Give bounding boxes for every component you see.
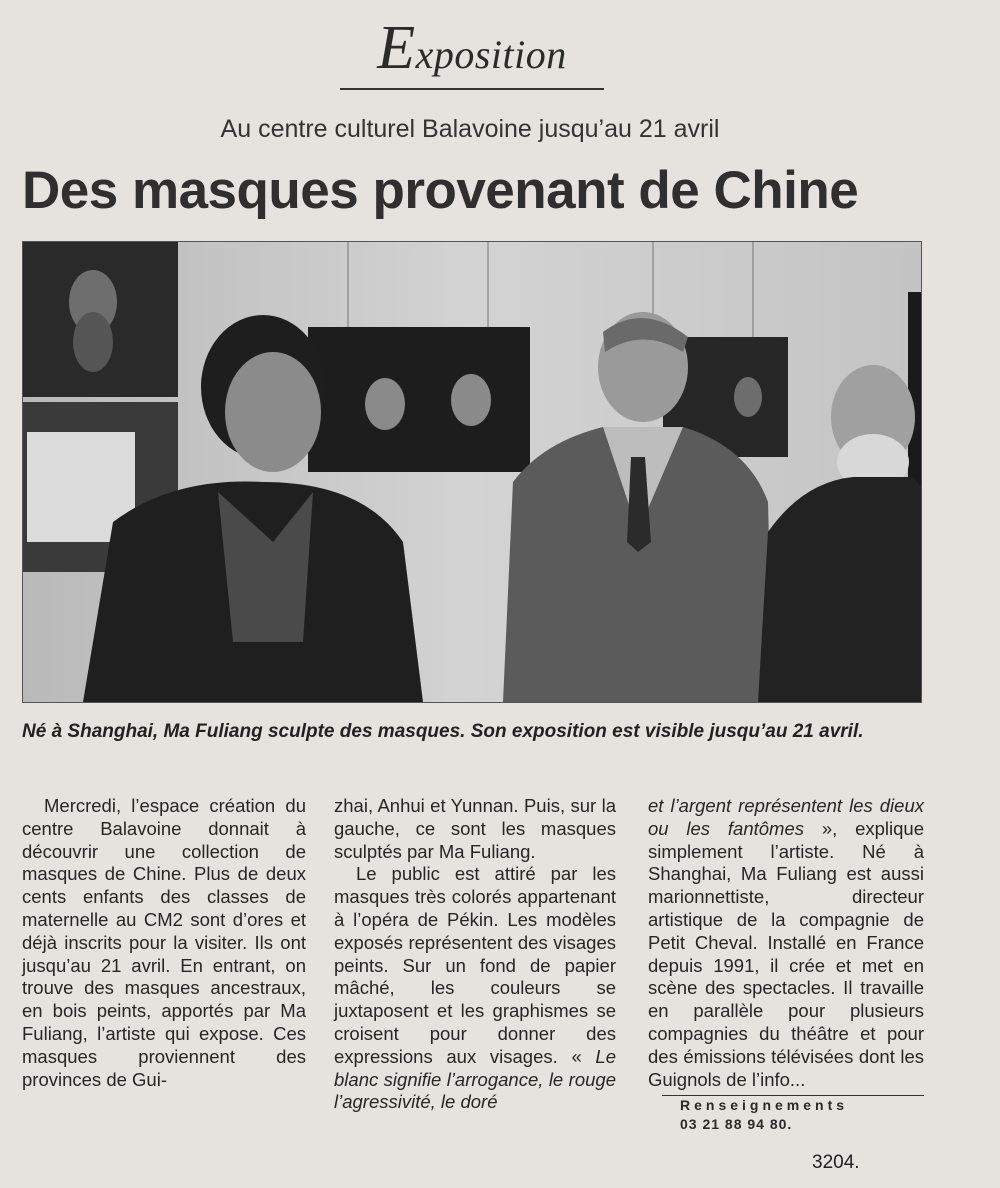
article-photo [22,241,922,703]
paragraph-text: Le public est attiré par les masques très colorés appartenant à l’opéra de Pékin. Les modèles exposés représentent des visages peints. Sur un fond de papier mâché, les couleurs se juxtaposent et les graphismes se croisent pour donner des expressions aux visages. « [334,863,616,1067]
section-title: Exposition [377,14,567,82]
kicker: Au centre culturel Balavoine jusqu’au 21 avril [220,115,720,143]
paragraph [334,863,616,1114]
quote-text: et l’argent représentent les dieux ou les fantômes [648,795,924,839]
paragraph [648,795,924,1091]
paragraph-text: », explique simplement l’artiste. Né à Shanghai, Ma Fuliang est aussi marionnettiste, directeur artistique de la compagnie de Petit Cheval. Installé en France depuis 1991, il crée et met en scène des spectacles. Il travaille en parallèle pour plusieurs compagnies du théâtre et pour des émissions télévisées dont les Guignols de l’info... [648,817,925,1090]
photo-caption: Né à Shanghai, Ma Fuliang sculpte des masques. Son exposition est visible jusqu’au 21 avril. [22,721,864,742]
section-header [340,14,604,90]
info-phone: 03 21 88 94 80. [680,1116,793,1132]
article-column-2 [334,795,616,1114]
paragraph: Mercredi, l’espace création du centre Balavoine donnait à découvrir une collection de masques de Chine. Plus de deux cents enfants des classes de maternelle au CM2 sont d’ores et déjà inscrits pour la visiter. Ils ont jusqu’au 21 avril. En entrant, on trouve des masques ancestraux, en bois peints, apportés par Ma Fuliang, l’artiste qui expose. Ces masques proviennent des provinces de Gui- [22,795,306,1090]
reference-number: 3204. [812,1152,860,1173]
article-column-1 [22,795,306,1091]
quote-text: Le blanc signifie l’arrogance, le rouge l’agressivité, le doré [334,1045,617,1113]
photo-icon [23,242,921,702]
section-rule [340,88,604,90]
info-label: Renseignements [680,1097,849,1113]
headline: Des masques provenant de Chine [22,161,859,220]
paragraph: zhai, Anhui et Yunnan. Puis, sur la gauche, ce sont les masques sculptés par Ma Fuliang. [334,795,616,862]
article-column-3 [648,795,924,1096]
